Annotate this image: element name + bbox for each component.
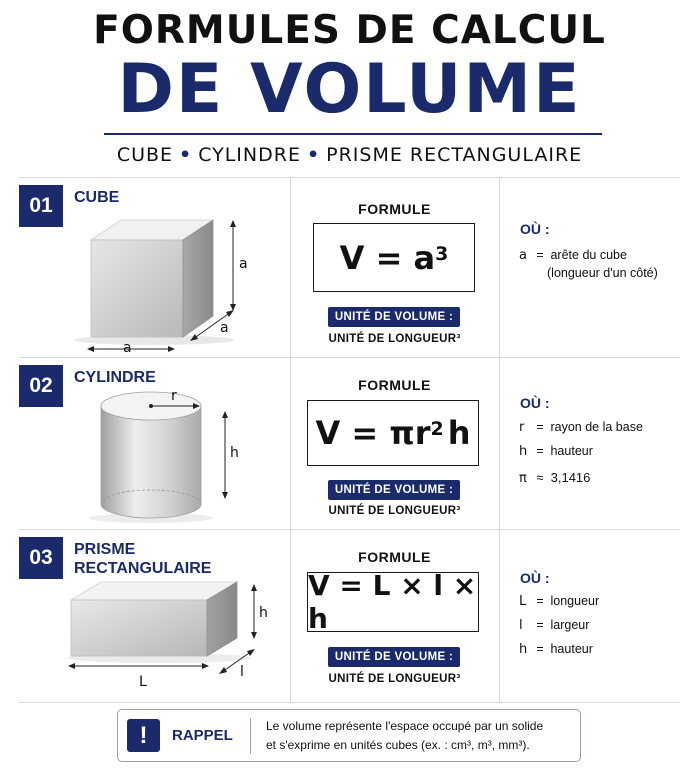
- variable-line: [519, 470, 590, 486]
- title-line-2: DE VOLUME: [117, 50, 582, 129]
- variable-description: rayon de la base: [550, 420, 643, 434]
- variable-equals: =: [536, 248, 544, 262]
- shape-name-line: CYLINDRE: [74, 369, 156, 386]
- variable-description: 3,1416: [550, 470, 591, 485]
- variable-equals: =: [536, 444, 544, 458]
- cylinder-illustration: [79, 386, 279, 526]
- subtitle-item-cylinder: CYLINDRE: [198, 144, 301, 166]
- variable-symbol: a: [519, 248, 527, 263]
- unit-badge: UNITÉ DE VOLUME :: [328, 647, 460, 667]
- variable-symbol: h: [519, 444, 528, 459]
- subtitle-separator: •: [179, 144, 193, 166]
- formula-text: V = πr: [315, 414, 431, 452]
- subtitle-item-cube: CUBE: [116, 144, 174, 166]
- variable-line: [519, 248, 627, 263]
- cube-height-label: a: [239, 256, 248, 272]
- formula-text: V = a: [339, 238, 436, 277]
- shape-name-line-2: RECTANGULAIRE: [74, 560, 212, 577]
- reminder-line-2: et s'exprime en unités cubes (ex. : cm³, m³, mm³).: [266, 738, 530, 752]
- variable-equals: =: [536, 618, 544, 632]
- formula-label: FORMULE: [358, 201, 431, 217]
- variable-symbol: π: [519, 471, 527, 486]
- unit-text: UNITÉ DE LONGUEUR³: [328, 673, 461, 685]
- where-label: OÙ :: [520, 395, 550, 411]
- variable-line: [519, 618, 589, 633]
- formula-label: FORMULE: [358, 549, 431, 565]
- variable-line: [519, 444, 593, 459]
- reminder-text: [266, 717, 576, 755]
- subtitle-separator: •: [306, 144, 321, 166]
- variable-description: arête du cube: [550, 248, 627, 262]
- row-number: 02: [19, 365, 63, 407]
- shape-name-line: CUBE: [74, 189, 120, 206]
- cylinder-radius-label: r: [171, 388, 177, 404]
- title-line-1: FORMULES DE CALCUL: [93, 8, 606, 53]
- variable-equals: =: [536, 420, 544, 434]
- row-prism: [19, 530, 680, 703]
- cylinder-height-label: h: [230, 445, 239, 461]
- prism-length-label: L: [139, 674, 147, 690]
- reminder-line-1: Le volume représente l'espace occupé par un solide: [266, 719, 544, 733]
- exclamation-icon: !: [127, 719, 160, 752]
- cube-depth-label: a: [220, 320, 229, 336]
- row-number: 03: [19, 537, 63, 579]
- variable-symbol: r: [519, 420, 525, 435]
- shape-name-line-1: PRISME: [74, 541, 136, 558]
- formula-box: [307, 569, 479, 635]
- unit-badge: UNITÉ DE VOLUME :: [328, 480, 460, 500]
- variable-line: [519, 420, 643, 435]
- formula-label: FORMULE: [358, 377, 431, 393]
- variable-description: hauteur: [550, 444, 593, 458]
- title-divider: [104, 133, 602, 135]
- shape-name: [74, 368, 156, 387]
- where-label: OÙ :: [520, 570, 550, 586]
- unit-text: UNITÉ DE LONGUEUR³: [328, 333, 461, 345]
- row-cylinder: [19, 358, 680, 530]
- row-number: 01: [19, 185, 63, 227]
- variable-equals: =: [536, 642, 544, 656]
- variable-symbol: h: [519, 642, 528, 657]
- subtitle-item-prism: PRISME RECTANGULAIRE: [326, 144, 583, 166]
- formula-text: V = L × l × h: [308, 569, 477, 635]
- where-label: OÙ :: [520, 221, 550, 237]
- variable-symbol: L: [519, 594, 527, 609]
- variable-continuation: (longueur d'un côté): [547, 266, 658, 280]
- variable-description: largeur: [550, 618, 590, 632]
- reminder-title: RAPPEL: [172, 727, 233, 744]
- variable-line: [519, 594, 599, 609]
- formula-suffix: h: [447, 414, 471, 452]
- cube-illustration: [59, 208, 279, 353]
- unit-text: UNITÉ DE LONGUEUR³: [328, 505, 461, 517]
- subtitle: [0, 144, 699, 166]
- formula-table: [19, 177, 680, 702]
- shape-name: [74, 540, 211, 578]
- prism-depth-label: l: [240, 664, 244, 680]
- variable-equals: =: [536, 594, 544, 608]
- variable-description: hauteur: [550, 642, 593, 656]
- prism-illustration: [59, 580, 284, 695]
- reminder-divider: [250, 718, 251, 754]
- reminder-box: [117, 709, 581, 762]
- formula-exponent: 3: [435, 242, 449, 265]
- row-cube: [19, 178, 680, 358]
- shape-name: [74, 188, 119, 207]
- variable-equals: ≈: [536, 470, 544, 485]
- variable-line: [519, 642, 593, 657]
- variable-symbol: l: [519, 618, 523, 633]
- formula-box: [313, 223, 475, 292]
- cube-width-label: a: [123, 340, 132, 353]
- formula-box: [307, 400, 479, 466]
- unit-badge: UNITÉ DE VOLUME :: [328, 307, 460, 327]
- prism-height-label: h: [259, 605, 268, 621]
- formula-exponent: 2: [430, 418, 444, 440]
- variable-description: longueur: [550, 594, 600, 608]
